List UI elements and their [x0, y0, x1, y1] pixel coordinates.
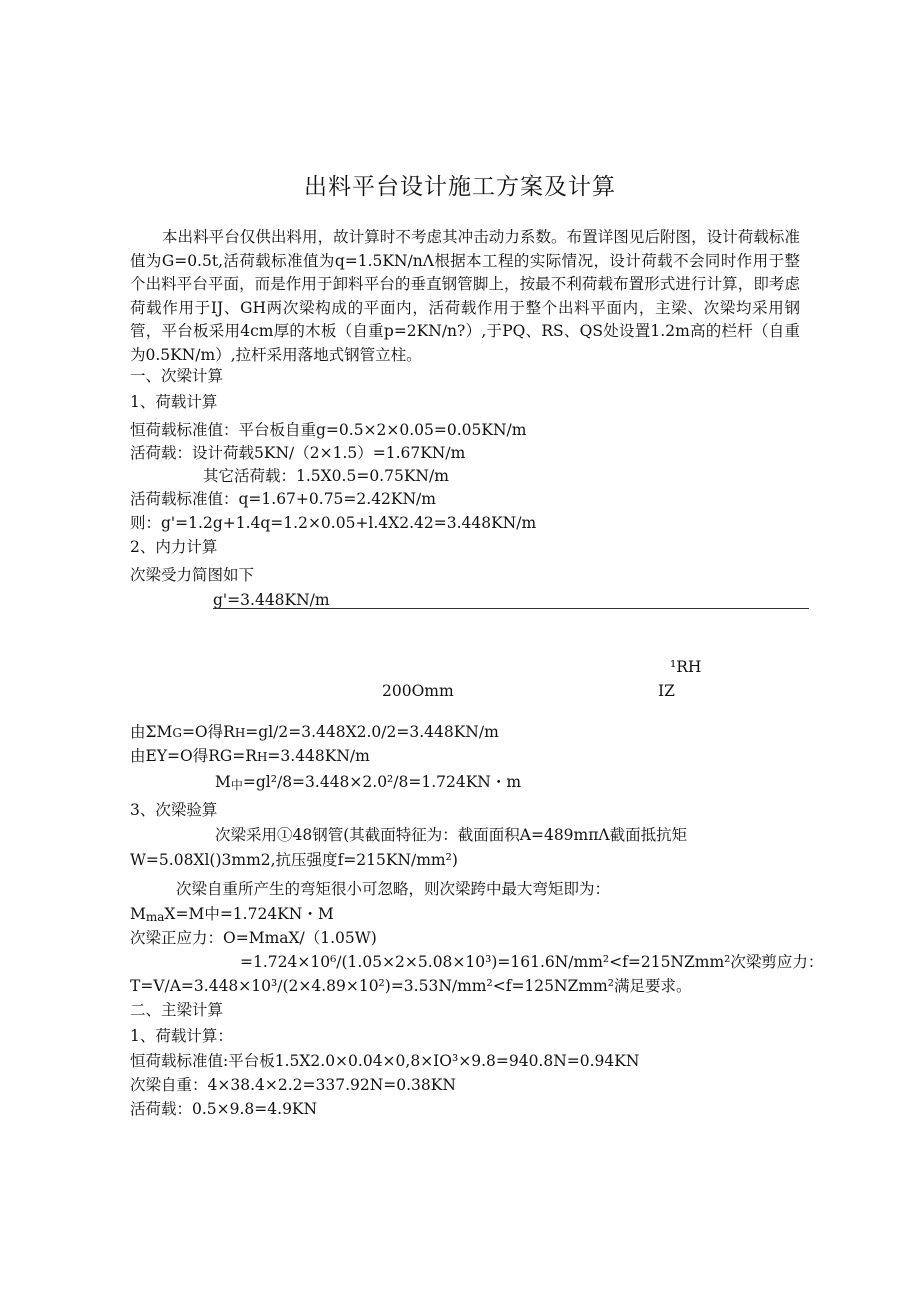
pipe-spec-line-1: 次梁采用①48钢管(其截面特征为：截面面积A=489mπΛ截面抵抗矩: [215, 826, 688, 844]
main-dead-load-line: 恒荷载标准值:平台板1.5X2.0×0.04×0,8×IO³×9.8=940.8N=0.94KN: [130, 1052, 640, 1070]
normal-stress-line: 次梁正应力：O=MmaX/（1.05W): [130, 929, 377, 947]
other-live-load-line: 其它活荷载：1.5X0.5=0.75KN/m: [203, 467, 449, 485]
moment-equation: M中=gl²∕8=3.448×2.0²∕8=1.724KN・m: [215, 773, 522, 792]
diagram-span-label: 200Omm: [382, 682, 454, 700]
dead-load-line: 恒荷载标准值：平台板自重g=0.5×2×0.05=0.05KN/m: [130, 421, 527, 439]
subheading-beam-check: 3、次梁验算: [130, 801, 218, 819]
diagram-caption: 次梁受力简图如下: [130, 566, 255, 584]
rg-equation: 由EY=O得RG=RH=3.448KN∕m: [130, 747, 370, 765]
subheading-internal-force: 2、内力计算: [130, 538, 218, 556]
intro-paragraph: 本出料平台仅供出料用，故计算时不考虑其冲击动力系数。布置详图见后附图，设计荷载标准值为G=0.5t,活荷载标准值为q=1.5KN∕nΛ根据本工程的实际情况，设计荷载不会同时作用于整个出料平台平面，而是作用于卸料平台的垂直钢管脚上，按最不利荷载布置形式进行计算，即考虑荷载作用于IJ、GH两次梁构成的平面内，活荷载作用于整个出料平面内，主梁、次梁均采用钢管，平台板采用4cm厚的木板（自重p=2KN∕n?）,于PQ、RS、QS处设置1.2m高的栏杆（自重为0.5KN∕m）,拉杆采用落地式钢管立柱。: [130, 228, 800, 364]
subheading-load-calc: 1、荷载计算: [130, 393, 218, 411]
rh-equation: 由ΣMG=O得RH=gl∕2=3.448X2.0∕2=3.448KN∕m: [130, 723, 499, 741]
stress-result-line: =1.724×10⁶∕(1.05×2×5.08×10³)=161.6N∕mm²<f=215NZmm²次梁剪应力：: [240, 953, 824, 971]
pipe-spec-line-2: W=5.08Xl()3mm2,抗压强度f=215KN∕mm²): [130, 851, 458, 869]
live-load-standard-line: 活荷载标准值：q=1.67+0.75=2.42KN∕m: [130, 490, 436, 508]
document-title: 出料平台设计施工方案及计算: [304, 174, 616, 200]
self-weight-line: 次梁自重所产生的弯矩很小可忽略，则次梁跨中最大弯矩即为：: [176, 880, 611, 898]
beam-load-line: [213, 608, 809, 609]
diagram-rh-label: ¹RH: [670, 658, 702, 676]
subheading-main-load-calc: 1、荷载计算：: [130, 1027, 233, 1045]
secondary-beam-weight-line: 次梁自重：4×38.4×2.2=337.92N=0.38KN: [130, 1076, 456, 1094]
diagram-iz-label: IZ: [658, 682, 675, 700]
max-moment-line: MmaX=M中=1.724KN・M: [130, 905, 334, 924]
section-heading-main-beam: 二、主梁计算: [130, 1001, 224, 1019]
live-load-line: 活荷载：设计荷载5KN∕（2×1.5）=1.67KN∕m: [130, 444, 466, 462]
main-live-load-line: 活荷载：0.5×9.8=4.9KN: [130, 1100, 318, 1118]
section-heading-secondary-beam: 一、次梁计算: [130, 367, 224, 385]
diagram-load-label: g'=3.448KN/m: [213, 591, 330, 609]
load-combination-line: 则：g'=1.2g+1.4q=1.2×0.05+l.4X2.42=3.448KN/m: [130, 514, 537, 532]
shear-stress-line: T=V∕A=3.448×10³∕(2×4.89×10²)=3.53N∕mm²<f=125NZmm²满足要求。: [130, 977, 692, 995]
